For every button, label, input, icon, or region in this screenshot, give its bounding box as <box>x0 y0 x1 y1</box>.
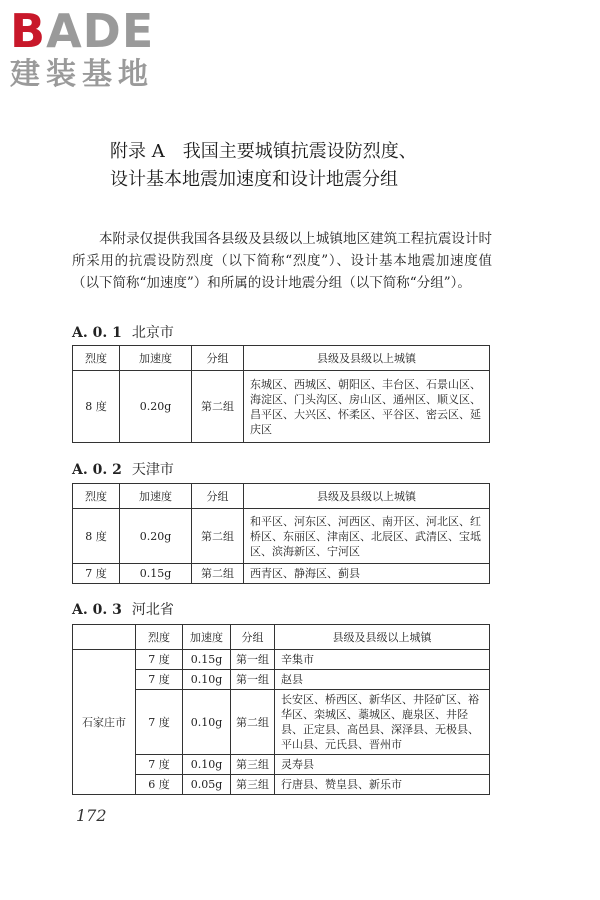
table-row <box>73 775 490 795</box>
cell-acceleration: 0.15g <box>183 650 231 670</box>
cell-acceleration: 0.20g <box>120 371 192 443</box>
header-group: 分组 <box>192 484 244 509</box>
cell-acceleration: 0.20g <box>120 509 192 564</box>
cell-city: 石家庄市 <box>73 650 136 795</box>
header-acceleration: 加速度 <box>120 346 192 371</box>
header-intensity: 烈度 <box>73 484 120 509</box>
cell-intensity: 7 度 <box>136 755 183 775</box>
title-line-1: 附录 A 我国主要城镇抗震设防烈度、 <box>110 141 417 162</box>
table-row <box>73 755 490 775</box>
header-group: 分组 <box>192 346 244 371</box>
cell-towns: 长安区、桥西区、新华区、井陉矿区、裕华区、栾城区、藁城区、鹿泉区、井陉县、正定县、高邑县、深泽县、无极县、平山县、元氏县、晋州市 <box>275 690 490 755</box>
table-beijing <box>72 345 490 443</box>
cell-intensity: 7 度 <box>136 670 183 690</box>
cell-intensity: 7 度 <box>136 650 183 670</box>
table-tianjin <box>72 483 490 584</box>
table-row <box>73 371 490 443</box>
table-header-row <box>73 346 490 371</box>
cell-towns: 赵县 <box>275 670 490 690</box>
cell-group: 第二组 <box>231 690 275 755</box>
logo-wordmark: BADE <box>10 4 155 58</box>
intro-paragraph: 本附录仅提供我国各县级及县级以上城镇地区建筑工程抗震设计时所采用的抗震设防烈度（以下简称“烈度”）、设计基本地震加速度值（以下简称“加速度”）和所属的设计地震分组（以下简称“分组”）。 <box>72 231 492 291</box>
cell-group: 第三组 <box>231 755 275 775</box>
cell-towns: 东城区、西城区、朝阳区、丰台区、石景山区、海淀区、门头沟区、房山区、通州区、顺义区、昌平区、大兴区、怀柔区、平谷区、密云区、延庆区 <box>244 371 490 443</box>
cell-towns: 和平区、河东区、河西区、南开区、河北区、红桥区、东丽区、津南区、北辰区、武清区、宝坻区、滨海新区、宁河区 <box>244 509 490 564</box>
cell-intensity: 8 度 <box>73 371 120 443</box>
table-row <box>73 509 490 564</box>
cell-acceleration: 0.10g <box>183 670 231 690</box>
header-intensity: 烈度 <box>73 346 120 371</box>
cell-towns: 西青区、静海区、蓟县 <box>244 564 490 584</box>
table-hebei <box>72 624 490 795</box>
cell-group: 第二组 <box>192 509 244 564</box>
appendix-title <box>110 138 530 194</box>
header-group: 分组 <box>231 625 275 650</box>
cell-towns: 行唐县、赞皇县、新乐市 <box>275 775 490 795</box>
section-heading-beijing: A. 0. 1 北京市 <box>72 325 174 341</box>
logo <box>10 6 154 94</box>
cell-intensity: 7 度 <box>136 690 183 755</box>
header-towns: 县级及县级以上城镇 <box>244 346 490 371</box>
cell-intensity: 7 度 <box>73 564 120 584</box>
table-header-row <box>73 484 490 509</box>
cell-intensity: 8 度 <box>73 509 120 564</box>
table-row <box>73 670 490 690</box>
header-towns: 县级及县级以上城镇 <box>275 625 490 650</box>
header-city <box>73 625 136 650</box>
cell-acceleration: 0.10g <box>183 690 231 755</box>
table-row <box>73 690 490 755</box>
section-heading-tianjin: A. 0. 2 天津市 <box>72 462 174 478</box>
header-intensity: 烈度 <box>136 625 183 650</box>
table-row <box>73 650 490 670</box>
cell-group: 第三组 <box>231 775 275 795</box>
table-header-row <box>73 625 490 650</box>
table-row <box>73 564 490 584</box>
cell-acceleration: 0.10g <box>183 755 231 775</box>
cell-acceleration: 0.05g <box>183 775 231 795</box>
cell-group: 第二组 <box>192 564 244 584</box>
cell-intensity: 6 度 <box>136 775 183 795</box>
cell-group: 第一组 <box>231 650 275 670</box>
header-towns: 县级及县级以上城镇 <box>244 484 490 509</box>
cell-acceleration: 0.15g <box>120 564 192 584</box>
cell-towns: 灵寿县 <box>275 755 490 775</box>
header-acceleration: 加速度 <box>120 484 192 509</box>
title-line-2: 设计基本地震加速度和设计地震分组 <box>110 169 398 190</box>
cell-towns: 辛集市 <box>275 650 490 670</box>
cell-group: 第二组 <box>192 371 244 443</box>
logo-subtitle: 建装基地 <box>10 57 154 92</box>
header-acceleration: 加速度 <box>183 625 231 650</box>
section-heading-hebei: A. 0. 3 河北省 <box>72 602 174 618</box>
cell-group: 第一组 <box>231 670 275 690</box>
page-number: 172 <box>76 806 107 825</box>
